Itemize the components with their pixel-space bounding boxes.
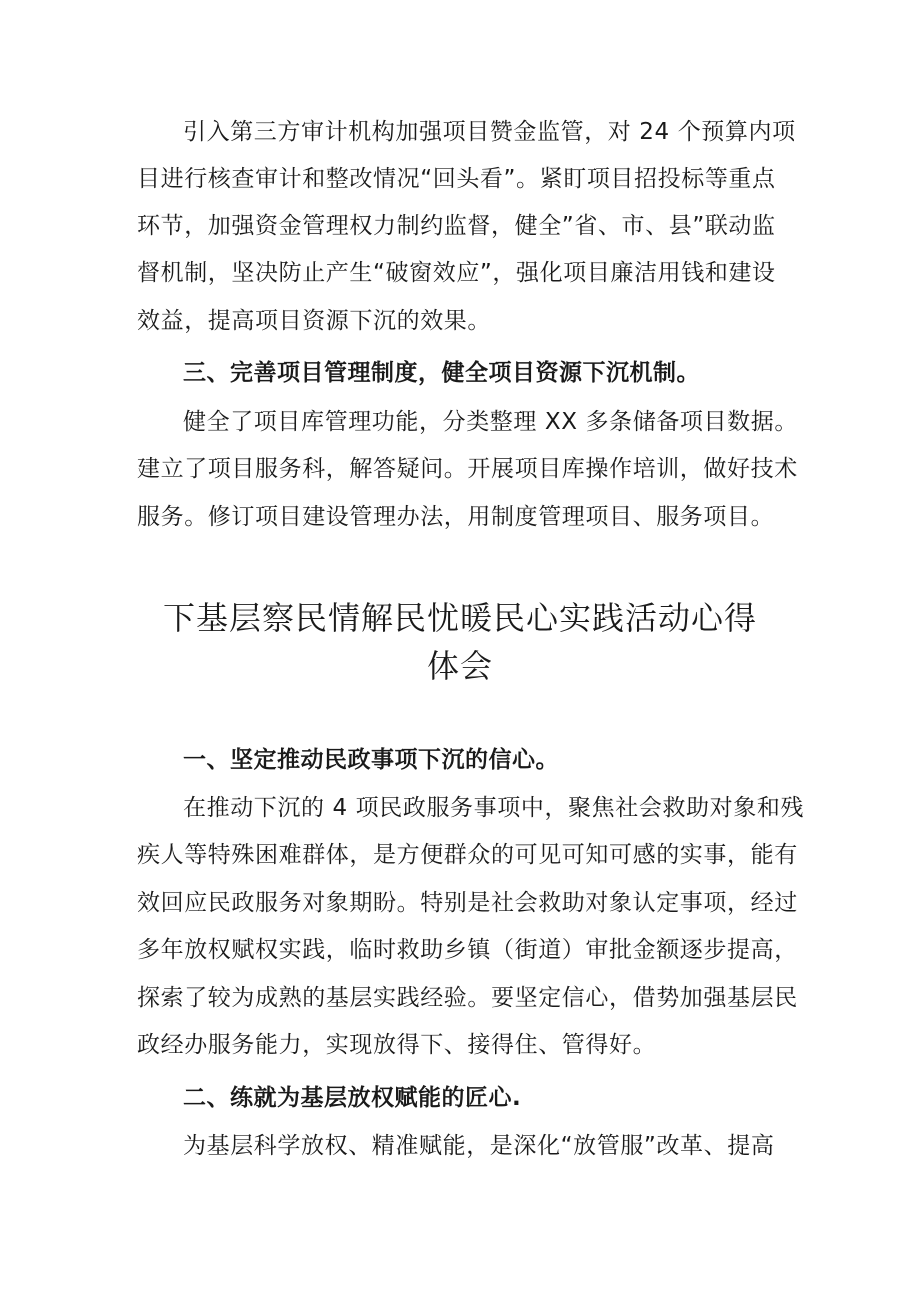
paragraph-3-line-1: 健全了项目库管理功能，分类整理 XX 多条储备项目数据。 <box>183 409 798 435</box>
section-heading-1: 一、坚定推动民政事项下沉的信心。 <box>183 747 559 773</box>
section-heading-2: 二、练就为基层放权赋能的匠心. <box>183 1085 522 1111</box>
paragraph-1-line-4: 多年放权赋权实践，临时救助乡镇（街道）审批金额逐步提高， <box>137 937 798 963</box>
paragraph-1-line-6: 政经办服务能力，实现放得下、接得住、管得好。 <box>137 1032 657 1058</box>
section-heading-3: 三、完善项目管理制度，健全项目资源下沉机制。 <box>183 360 700 386</box>
article-title-line-1: 下基层察民情解民忧暖民心实践活动心得 <box>162 599 757 637</box>
article-title-line-2: 体会 <box>426 647 493 685</box>
paragraph-1-line-5: 探索了较为成熟的基层实践经验。要坚定信心，借势加强基层民 <box>137 985 798 1011</box>
prev-paragraph-line-2: 目进行核查审计和整改情况“回头看”。紧盯项目招投标等重点 <box>137 166 776 192</box>
prev-paragraph-line-4: 督机制，坚决防止产生“破窗效应”，强化项目廉洁用钱和建设 <box>137 260 776 286</box>
paragraph-2-line-1: 为基层科学放权、精准赋能，是深化“放管服”改革、提高 <box>183 1133 775 1159</box>
paragraph-1-line-3: 效回应民政服务对象期盼。特别是社会救助对象认定事项，经过 <box>137 890 798 916</box>
paragraph-1-line-1: 在推动下沉的 4 项民政服务事项中，聚焦社会救助对象和残 <box>183 795 805 821</box>
paragraph-1-line-2: 疾人等特殊困难群体，是方便群众的可见可知可感的实事，能有 <box>137 842 798 868</box>
paragraph-3-line-2: 建立了项目服务科，解答疑问。开展项目库操作培训，做好技术 <box>137 456 798 482</box>
prev-paragraph-line-1: 引入第三方审计机构加强项目赞金监管，对 24 个预算内项 <box>183 119 796 145</box>
prev-paragraph-line-3: 环节，加强资金管理权力制约监督，健全”省、市、县”联动监 <box>137 213 776 239</box>
prev-paragraph-line-5: 效益，提高项目资源下沉的效果。 <box>137 308 491 334</box>
paragraph-3-line-3: 服务。修订项目建设管理办法，用制度管理项目、服务项目。 <box>137 504 775 530</box>
